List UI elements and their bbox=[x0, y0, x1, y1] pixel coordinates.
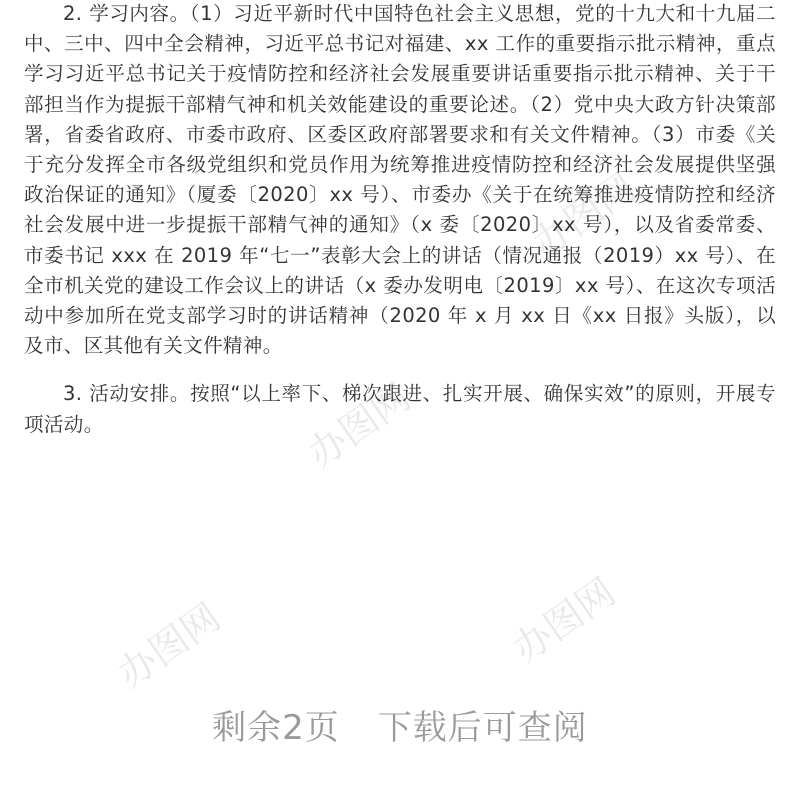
download-hint-text: 下载后可查阅 bbox=[377, 708, 588, 748]
remaining-pages-text: 剩余2页 bbox=[212, 708, 340, 748]
watermark: 办图网 bbox=[299, 374, 419, 477]
paragraph-study-content: 2. 学习内容。（1）习近平新时代中国特色社会主义思想，党的十九大和十九届二中、三中、四中全会精神，习近平总书记对福建、xx 工作的重要指示批示精神，重点学习习近平总书记关于疫情防控和经济社会发展重要讲话重要指示批示精神、关于干部担当作为提振干部精气神和机关效能建设的重要论述。（2）党中央大政方针决策部署，省委省政府、市委市政府、区委区政府部署要求和有关文件精神。（3）市委《关于充分发挥全市各级党组织和党员作用为统筹推进疫情防控和经济社会发展提供坚强政治保证的通知》（厦委〔2020〕xx 号）、市委办《关于在统筹推进疫情防控和经济社会发展中进一步提振干部精气神的通知》（x 委〔2020〕xx 号），以及省委常委、市委书记 xxx 在 2019 年“七一”表彰大会上的讲话（情况通报（2019）xx 号）、在全市机关党的建设工作会议上的讲话（x 委办发明电〔2019〕xx 号）、在这次专项活动中参加所在党支部学习时的讲话精神（2020 年 x 月 xx 日《xx 日报》头版），以及市、区其他有关文件精神。 bbox=[24, 2, 776, 358]
watermark: 办图网 bbox=[109, 594, 229, 697]
document-body bbox=[24, 0, 776, 440]
watermark: 办图网 bbox=[504, 569, 624, 672]
paragraph-activity-arrangement: 3. 活动安排。按照“以上率下、梯次跟进、扎实开展、确保实效”的原则，开展专项活动。 bbox=[24, 382, 776, 436]
watermark: 办图网 bbox=[524, 164, 644, 267]
download-banner[interactable] bbox=[0, 700, 800, 749]
